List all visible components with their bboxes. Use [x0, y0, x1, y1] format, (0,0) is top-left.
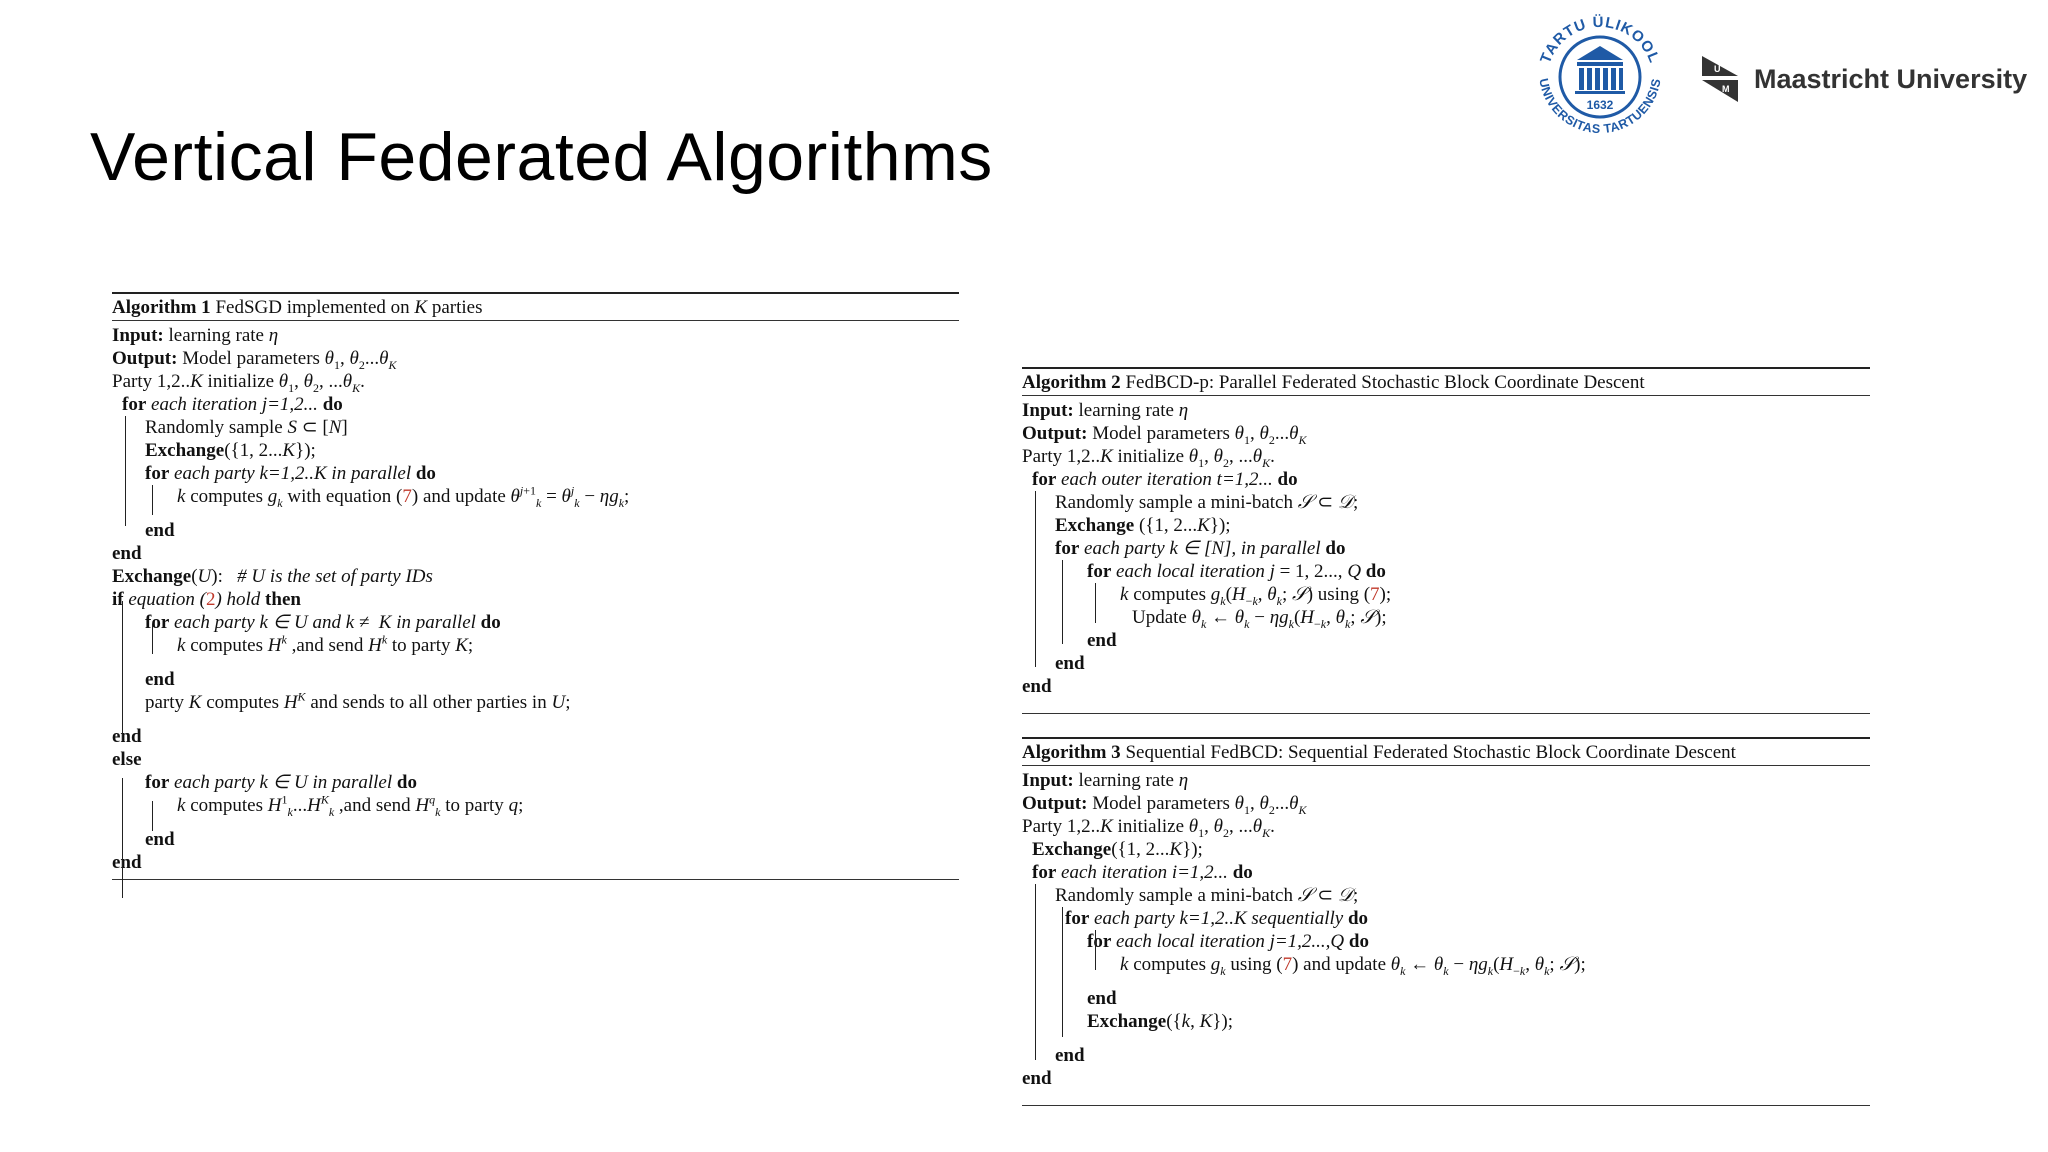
svg-text:U: U [1714, 64, 1721, 74]
algorithm-2 [1022, 367, 1870, 714]
svg-text:M: M [1722, 84, 1730, 94]
algorithm-3-caption: Algorithm 3 Sequential FedBCD: Sequential Federated Stochastic Block Coordinate Descent [1022, 742, 1736, 763]
algorithm-1-caption: Algorithm 1 FedSGD implemented on K parties [112, 297, 483, 318]
tartu-bottom-text: UNIVERSITAS TARTUENSIS [1536, 77, 1664, 137]
tartu-year: 1632 [1586, 98, 1614, 112]
algorithm-2-caption: Algorithm 2 FedBCD-p: Parallel Federated Stochastic Block Coordinate Descent [1022, 372, 1645, 393]
maastricht-name: Maastricht University [1754, 63, 2028, 94]
algorithm-1 [112, 292, 959, 880]
building-icon [1575, 46, 1625, 94]
um-monogram-icon [1700, 54, 1740, 104]
algorithm-2-body: Input: learning rate η Output: Model parameters $\theta_1$, $\theta_2...\theta_K$ Party 1,2..K initialize $\theta_1$, $\theta_2$, $...\theta_K$. for each outer iteration t=1,2... do Randomly sample a mini-batch 𝒮 ⊂ 𝒟; Exchange ({1, 2...K}); for each party k ∈ [N], in parallel do for each local iteration j = 1, 2..., Q do k computes $g_k(H_{-k}$, $\theta_k$; 𝒮) using (7); Update $\theta_k$ ← $\theta_k - \eta g_k(H_{-k}$, $\theta_k$; 𝒮); end end end [1022, 400, 1392, 697]
algorithm-3 [1022, 737, 1870, 1106]
algorithm-1-body: Input: learning rate η Output: Model parameters $\theta_1$, $\theta_2...\theta_K$ Party 1,2..K initialize $\theta_1$, $\theta_2$, $...\theta_K$. for each iteration j=1,2... do Randomly sample S ⊂ [N] Exchange({1, 2...K}); for each party k=1,2..K in parallel do k computes $g_k$ with equation (7) and update $\theta^{j+1}_k = \theta^j_k - \eta g_k$; end end Exchange(U): # U is the set of party IDs if equation (2) hold then for each party k ∈ U and k ≠ K in parallel do k computes $H^k$ ,and send $H^k$ to party K; end party K computes $H^K$ and sends to all other parties in U; end else for each party k ∈ U in parallel do k computes $H^1_k...H^K_k$ ,and send $H^q_k$ to party q; end end [112, 321, 959, 877]
tartu-university-logo [1525, 2, 1675, 152]
slide-title: Vertical Federated Algorithms [90, 119, 993, 195]
maastricht-university-logo [1700, 54, 2027, 104]
tartu-top-text: TARTU ÜLIKOOL [1537, 13, 1663, 66]
algorithm-3-body: Input: learning rate η Output: Model parameters $\theta_1$, $\theta_2...\theta_K$ Party 1,2..K initialize $\theta_1$, $\theta_2$, $...\theta_K$. Exchange({1, 2...K}); for each iteration i=1,2... do Randomly sample a mini-batch 𝒮 ⊂ 𝒟; for each party k=1,2..K sequentially do for each local iteration j=1,2...,Q do k computes $g_k$ using (7) and update $\theta_k$ ← $\theta_k - \eta g_k(H_{-k}$, $\theta_k$; 𝒮); end Exchange({k, K}); end end [1022, 770, 1586, 1089]
